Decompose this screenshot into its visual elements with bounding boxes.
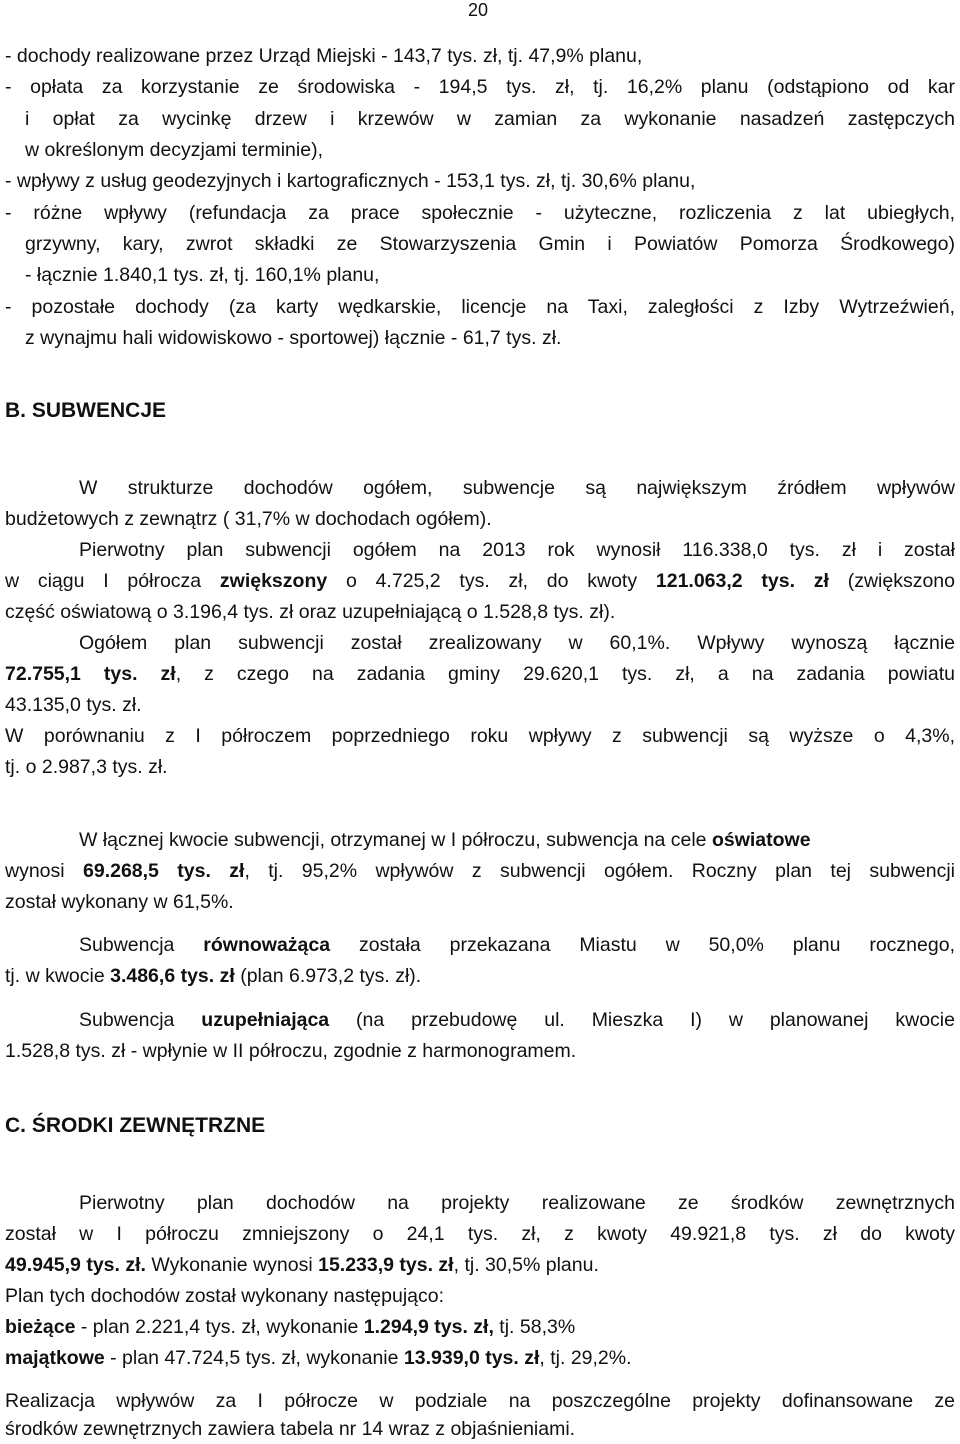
emphasis-text: równoważąca — [203, 934, 331, 956]
paragraph-line — [5, 1252, 955, 1278]
text-run: tj. w kwocie — [5, 965, 111, 987]
text-run: W łącznej kwocie subwencji, otrzymanej w I półroczu, subwencja na cele — [79, 829, 712, 851]
row-label: bieżące — [5, 1316, 76, 1338]
list-item: - wpływy z usług geodezyjnych i kartograficznych - 153,1 tys. zł, tj. 30,6% planu, — [5, 170, 696, 192]
paragraph-line: Pierwotny plan subwencji ogółem na 2013 rok wynosił 116.338,0 tys. zł i został — [79, 539, 955, 561]
row-label: majątkowe — [5, 1347, 105, 1369]
emphasis-amount: 1.294,9 tys. zł, — [363, 1316, 494, 1338]
paragraph-line: Plan tych dochodów został wykonany następująco: — [5, 1285, 445, 1307]
paragraph-line — [5, 858, 955, 884]
paragraph-line: został wykonany w 61,5%. — [5, 891, 234, 913]
list-item: - pozostałe dochody (za karty wędkarskie, licencje na Taxi, zaległości z Izby Wytrzeźwień, — [5, 296, 955, 318]
emphasis-amount: 3.486,6 tys. zł — [110, 965, 235, 987]
text-run: Subwencja — [79, 1009, 202, 1031]
emphasis-text: oświatowe — [711, 829, 811, 851]
text-run: Wykonanie wynosi — [145, 1254, 319, 1276]
list-item-continuation: i opłat za wycinkę drzew i krzewów w zamian za wykonanie nasadzeń zastępczych — [25, 108, 955, 130]
paragraph-line — [5, 568, 955, 594]
paragraph-line: część oświatową o 3.196,4 tys. zł oraz uzupełniającą o 1.528,8 tys. zł). — [5, 601, 616, 623]
paragraph-line — [79, 827, 955, 853]
text-run: , tj. 95,2% wpływów z subwencji ogółem. Roczny plan tej subwencji — [244, 860, 955, 882]
paragraph-line: 43.135,0 tys. zł. — [5, 694, 142, 716]
text-run: , tj. 30,5% planu. — [453, 1254, 599, 1276]
list-item-continuation: grzywny, kary, zwrot składki ze Stowarzyszenia Gmin i Powiatów Pomorza Środkowego) — [25, 233, 955, 255]
emphasis-amount: 13.939,0 tys. zł — [403, 1347, 540, 1369]
text-run: Subwencja — [79, 934, 204, 956]
plan-row-capital — [5, 1345, 955, 1371]
paragraph-line — [79, 1007, 955, 1033]
list-item: - różne wpływy (refundacja za prace społecznie - użyteczne, rozliczenia z lat ubiegłych, — [5, 202, 955, 224]
emphasis-amount: 69.268,5 tys. zł — [83, 860, 245, 882]
text-run: tj. 58,3% — [493, 1316, 576, 1338]
paragraph-line: W porównaniu z I półroczem poprzedniego roku wpływy z subwencji są wyższe o 4,3%, — [5, 725, 955, 747]
paragraph-line: Realizacja wpływów za I półrocze w podziale na poszczególne projekty dofinansowane ze — [5, 1390, 955, 1412]
paragraph-line: tj. o 2.987,3 tys. zł. — [5, 756, 168, 778]
emphasis-amount: 49.945,9 tys. zł. — [5, 1254, 146, 1276]
text-run: , tj. 29,2%. — [539, 1347, 632, 1369]
emphasis-text: zwiększony — [219, 570, 328, 592]
section-heading-c: C. ŚRODKI ZEWNĘTRZNE — [5, 1114, 266, 1137]
list-item: - opłata za korzystanie ze środowiska - 194,5 tys. zł, tj. 16,2% planu (odstąpiono od kar — [5, 76, 955, 98]
list-item-continuation: - łącznie 1.840,1 tys. zł, tj. 160,1% planu, — [25, 264, 380, 286]
paragraph-line: środków zewnętrznych zawiera tabela nr 14 wraz z objaśnieniami. — [5, 1418, 576, 1440]
paragraph-line: Ogółem plan subwencji został zrealizowany w 60,1%. Wpływy wynoszą łącznie — [79, 632, 955, 654]
text-run: (na przebudowę ul. Mieszka I) w planowanej kwocie — [329, 1009, 955, 1031]
paragraph-line — [79, 932, 955, 958]
text-run: , z czego na zadania gminy 29.620,1 tys. zł, a na zadania powiatu — [175, 663, 955, 685]
text-run: (plan 6.973,2 tys. zł). — [234, 965, 422, 987]
text-run: w ciągu I półrocza — [5, 570, 220, 592]
text-run: została przekazana Miastu w 50,0% planu rocznego, — [330, 934, 955, 956]
paragraph-line: W strukturze dochodów ogółem, subwencje są największym źródłem wpływów — [79, 477, 955, 499]
section-heading-b: B. SUBWENCJE — [5, 399, 167, 422]
emphasis-text: uzupełniająca — [201, 1009, 330, 1031]
text-run: - plan 47.724,5 tys. zł, wykonanie — [104, 1347, 404, 1369]
paragraph-line: został w I półroczu zmniejszony o 24,1 tys. zł, z kwoty 49.921,8 tys. zł do kwoty — [5, 1223, 955, 1245]
paragraph-line — [5, 963, 955, 989]
list-item-continuation: z wynajmu hali widowiskowo - sportowej) łącznie - 61,7 tys. zł. — [25, 327, 562, 349]
text-run: - plan 2.221,4 tys. zł, wykonanie — [75, 1316, 364, 1338]
paragraph-line — [5, 661, 955, 687]
plan-row-current — [5, 1314, 955, 1340]
paragraph-line: budżetowych z zewnątrz ( 31,7% w dochodach ogółem). — [5, 508, 492, 530]
emphasis-amount: 121.063,2 tys. zł — [655, 570, 829, 592]
text-run: wynosi — [5, 860, 83, 882]
paragraph-line: 1.528,8 tys. zł - wpłynie w II półroczu, zgodnie z harmonogramem. — [5, 1040, 577, 1062]
text-run: (zwiększono — [828, 570, 955, 592]
emphasis-amount: 15.233,9 tys. zł — [318, 1254, 454, 1276]
paragraph-line: Pierwotny plan dochodów na projekty realizowane ze środków zewnętrznych — [79, 1192, 955, 1214]
emphasis-amount: 72.755,1 tys. zł — [5, 663, 176, 685]
list-item-continuation: w określonym decyzjami terminie), — [25, 139, 323, 161]
page-number: 20 — [468, 0, 489, 20]
text-run: o 4.725,2 tys. zł, do kwoty — [327, 570, 656, 592]
list-item: - dochody realizowane przez Urząd Miejski - 143,7 tys. zł, tj. 47,9% planu, — [5, 45, 643, 67]
